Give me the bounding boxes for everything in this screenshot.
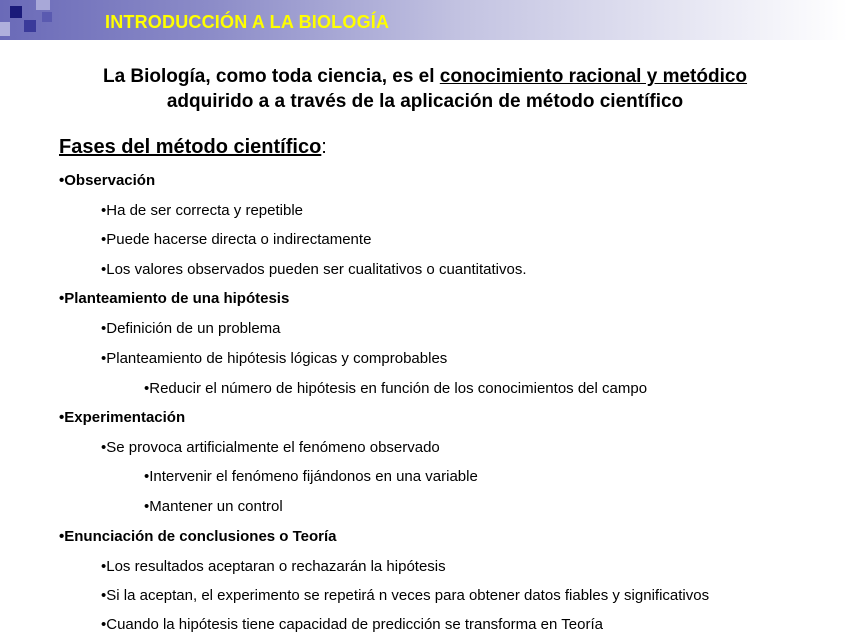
decorative-square [36, 0, 50, 10]
outline-item: •Experimentación [59, 409, 186, 426]
decorative-square [10, 6, 22, 18]
outline-item: •Se provoca artificialmente el fenómeno observado [101, 439, 440, 456]
phases-colon: : [321, 136, 327, 158]
intro-underlined: conocimiento racional y metódico [439, 66, 748, 87]
phases-title: Fases del método científico [59, 136, 322, 158]
outline-item: •Puede hacerse directa o indirectamente [101, 231, 372, 248]
outline-item: •Los resultados aceptaran o rechazarán la hipótesis [101, 558, 446, 575]
decorative-square [0, 22, 10, 36]
intro-statement [30, 64, 820, 114]
outline-item: •Cuando la hipótesis tiene capacidad de predicción se transforma en Teoría [101, 616, 603, 633]
outline-item: •Planteamiento de hipótesis lógicas y comprobables [101, 350, 448, 367]
outline-item: •Intervenir el fenómeno fijándonos en una variable [144, 468, 478, 485]
outline-item: •Reducir el número de hipótesis en función de los conocimientos del campo [144, 380, 648, 397]
outline-item: •Enunciación de conclusiones o Teoría [59, 528, 337, 545]
decorative-square [24, 20, 36, 32]
outline-item: •Planteamiento de una hipótesis [59, 290, 290, 307]
decorative-square [42, 12, 52, 22]
intro-part2: adquirido a a través de la aplicación de método científico [166, 91, 684, 112]
outline-item: •Observación [59, 172, 156, 189]
slide-title: INTRODUCCIÓN A LA BIOLOGÍA [105, 12, 390, 32]
outline-item: •Ha de ser correcta y repetible [101, 202, 304, 219]
outline-item: •Definición de un problema [101, 320, 281, 337]
outline-item: •Los valores observados pueden ser cualitativos o cuantitativos. [101, 261, 527, 278]
phases-heading [59, 136, 327, 159]
outline-item: •Si la aceptan, el experimento se repetirá n veces para obtener datos fiables y significativos [101, 587, 710, 604]
outline-item: •Mantener un control [144, 498, 283, 515]
intro-part1: La Biología, como toda ciencia, es el [102, 66, 440, 87]
